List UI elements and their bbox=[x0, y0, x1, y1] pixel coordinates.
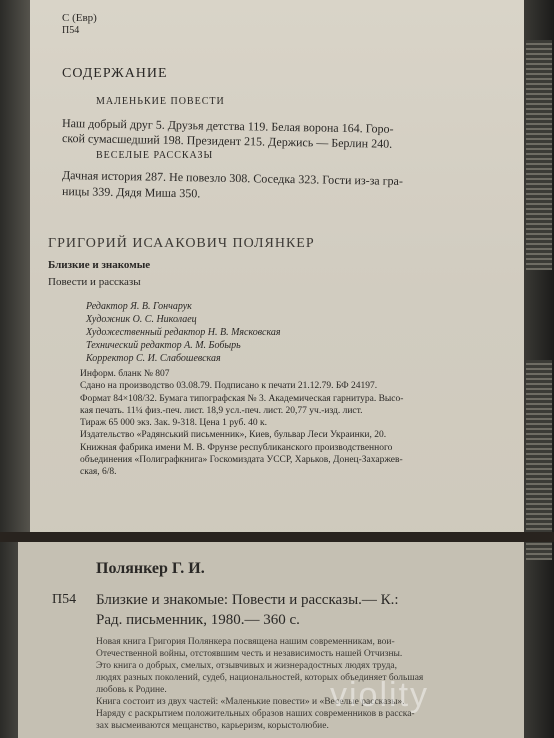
annotation-line: Это книга о добрых, смелых, отзывчивых и жизнерадостных людях труда, bbox=[96, 661, 398, 671]
imprint-line: кая печать. 11¼ физ.-печ. лист. 18,9 усл.-печ. лист. 20,77 уч.-изд. лист. bbox=[80, 405, 363, 416]
imprint-line: Книжная фабрика имени М. В. Фрунзе республиканского производственного bbox=[80, 442, 393, 453]
credit-line: Редактор Я. В. Гончарук bbox=[86, 301, 192, 312]
annotation-line: людях разных поколений, судеб, национальностей, которых объединяет большая bbox=[96, 673, 424, 683]
library-mark-line1: С (Евр) bbox=[62, 12, 97, 24]
contents-heading: СОДЕРЖАНИЕ bbox=[62, 66, 168, 81]
credit-line: Корректор С. И. Слабошевская bbox=[86, 353, 221, 364]
annotation-line: Отечественной войны, отстоявшим честь и независимость нашей Отчизны. bbox=[96, 649, 403, 659]
annotation-line: Книга состоит из двух частей: «Маленькие повести» и «Веселые рассказы». bbox=[96, 697, 405, 707]
card-author: Полянкер Г. И. bbox=[96, 560, 205, 577]
section2-title: ВЕСЕЛЫЕ РАССКАЗЫ bbox=[96, 150, 214, 161]
watermark: violity bbox=[330, 676, 430, 714]
page-divider bbox=[0, 532, 554, 542]
card-call-number: П54 bbox=[52, 592, 77, 607]
annotation-line: любовь к Родине. bbox=[96, 685, 167, 695]
annotation-line: зах высмеиваются мещанство, карьеризм, корыстолюбие. bbox=[96, 721, 329, 731]
section1-title: МАЛЕНЬКИЕ ПОВЕСТИ bbox=[96, 96, 225, 107]
annotation-line: Наряду с раскрытием положительных образов наших современников в расска- bbox=[96, 709, 415, 719]
imprint-line: Сдано на производство 03.08.79. Подписано к печати 21.12.79. БФ 24197. bbox=[80, 381, 378, 392]
annotation-line: Новая книга Григория Полянкера посвящена нашим современникам, вои- bbox=[96, 637, 395, 647]
library-mark-line2: П54 bbox=[62, 25, 80, 36]
section2-line2: ницы 339. Дядя Миша 350. bbox=[61, 184, 201, 201]
card-title-line1: Близкие и знакомые: Повести и рассказы.— К.: bbox=[96, 592, 399, 608]
imprint-line: объединения «Полиграфкнига» Госкомиздата УССР, Харьков, Донец-Захаржев- bbox=[80, 455, 403, 466]
section2-line1: Дачная история 287. Не повезло 308. Соседка 323. Гости из-за гра- bbox=[61, 168, 404, 188]
credit-line: Художественный редактор Н. В. Мясковская bbox=[86, 327, 281, 338]
credits-list bbox=[86, 300, 281, 365]
imprint-line: Тираж 65 000 экз. Зак. 9-318. Цена 1 руб. 40 к. bbox=[80, 418, 267, 429]
author-full-name: ГРИГОРИЙ ИСААКОВИЧ ПОЛЯНКЕР bbox=[48, 236, 315, 251]
book-title: Близкие и знакомые bbox=[48, 259, 151, 271]
imprint-line: Издательство «Радянський письменник», Киев, бульвар Леси Украинки, 20. bbox=[80, 430, 387, 441]
card-title-line2: Рад. письменник, 1980.— 360 с. bbox=[96, 612, 300, 628]
section1-line2: ской сумасшедший 198. Президент 215. Держись — Берлин 240. bbox=[61, 131, 393, 151]
credit-line: Технический редактор А. М. Бобырь bbox=[86, 340, 241, 351]
imprint-line: Формат 84×108/32. Бумага типографская № 3. Академическая гарнитура. Высо- bbox=[80, 393, 404, 404]
imprint-line: ская, 6/8. bbox=[80, 467, 117, 478]
book-subtitle: Повести и рассказы bbox=[48, 276, 141, 288]
imprint-line: Информ. бланк № 807 bbox=[80, 369, 170, 379]
imprint-block bbox=[80, 368, 403, 479]
section1-line1: Наш добрый друг 5. Друзья детства 119. Белая ворона 164. Горо- bbox=[61, 116, 394, 136]
adjacent-photo-strip bbox=[526, 40, 552, 270]
adjacent-photo-strip bbox=[526, 360, 552, 560]
credit-line: Художник О. С. Николаец bbox=[86, 314, 197, 325]
